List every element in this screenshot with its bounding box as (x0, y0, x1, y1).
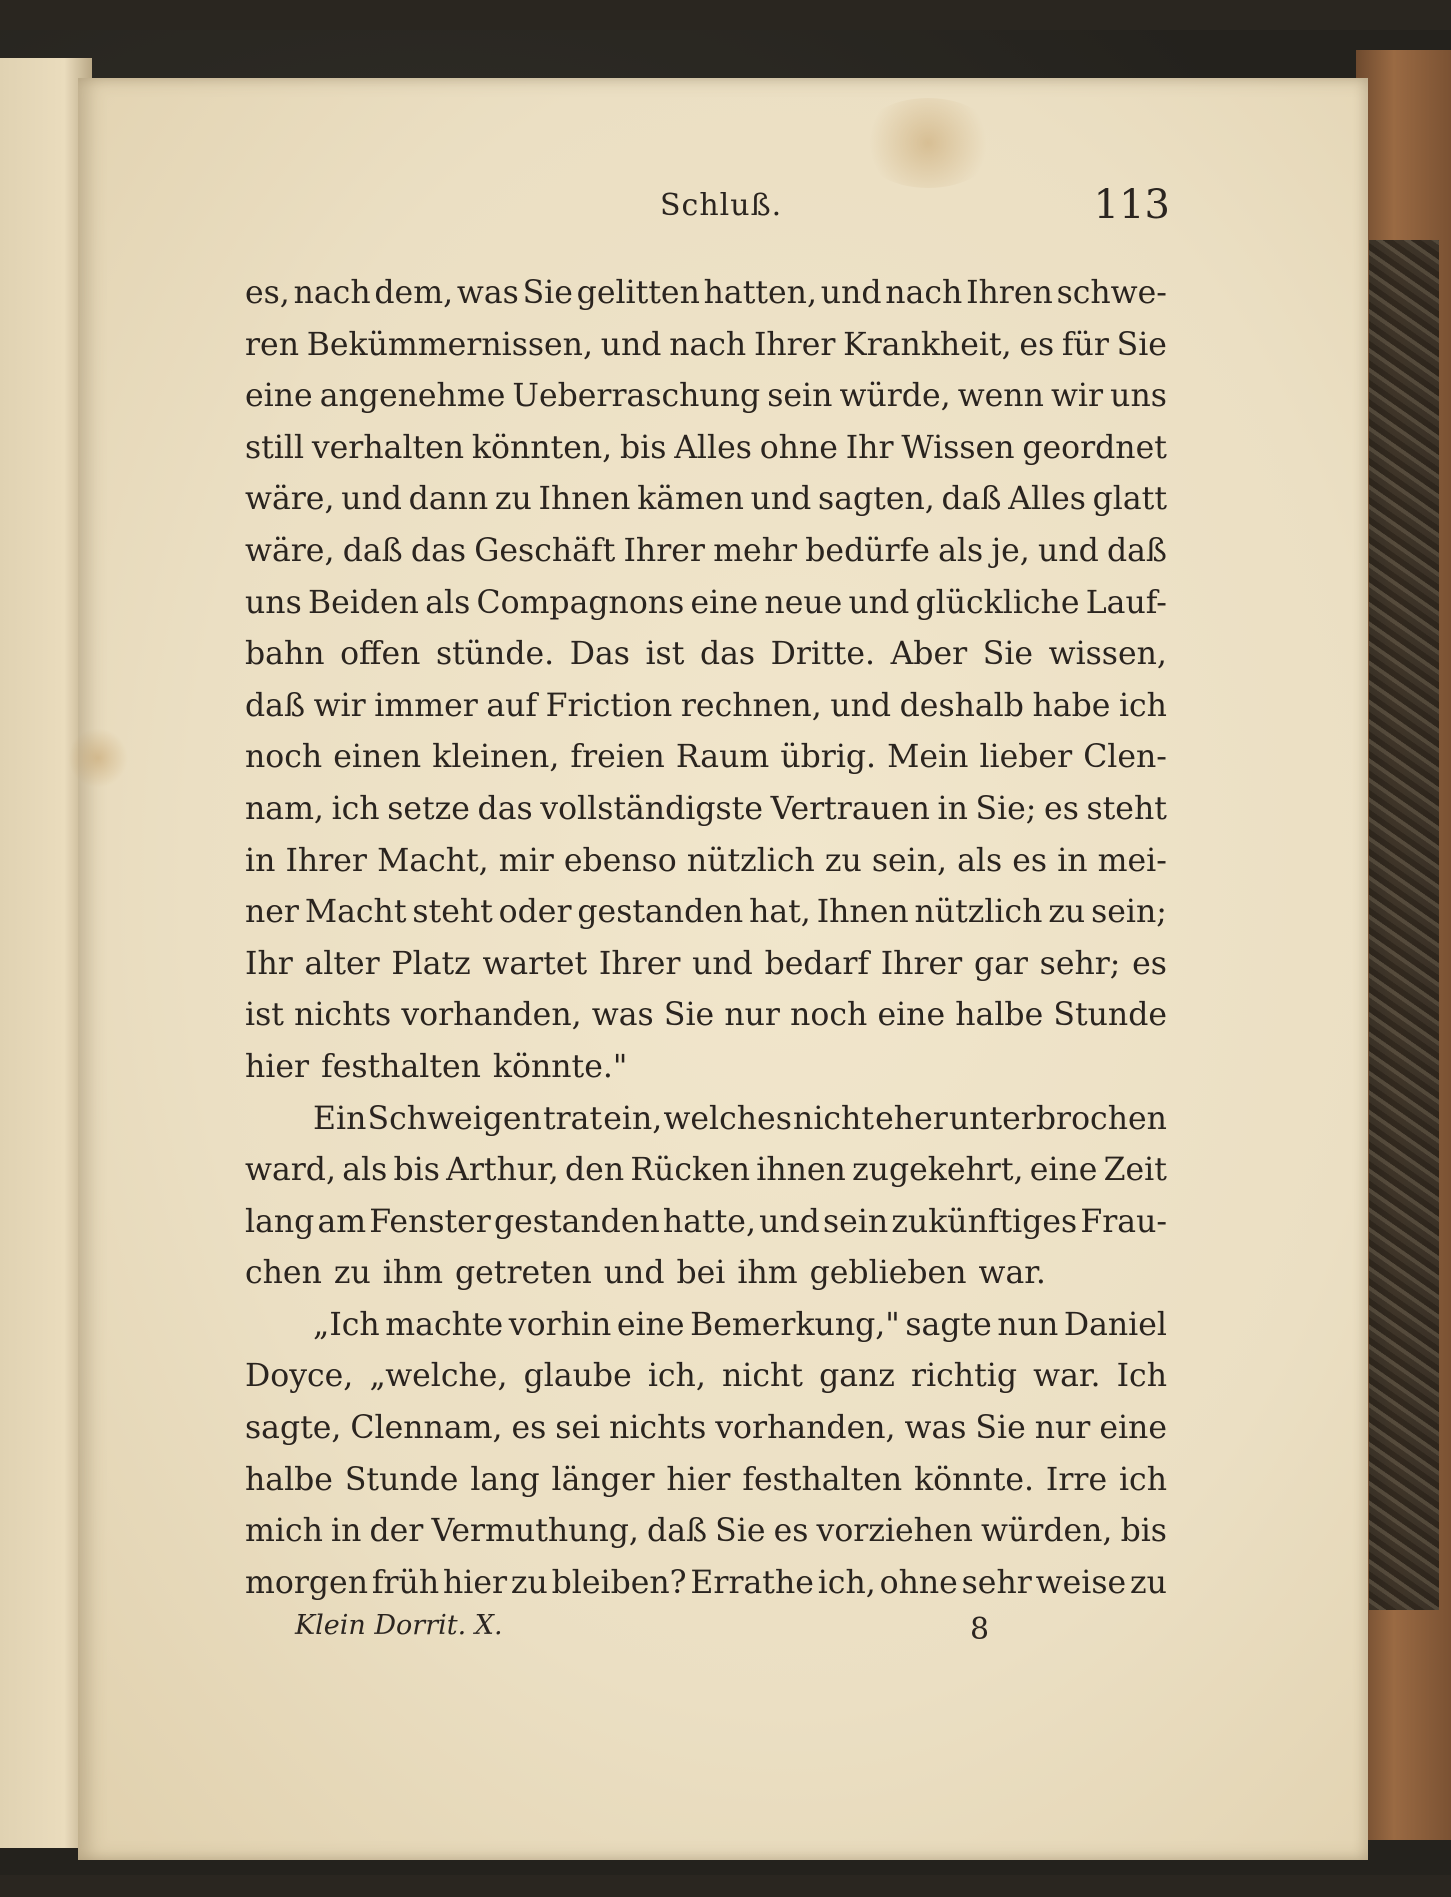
text-line: es, nach dem, was Sie gelitten hatten, und nach Ihren schwe- (245, 275, 1167, 311)
text-line: „Ich machte vorhin eine Bemerkung," sagte nun Daniel (313, 1306, 1167, 1343)
text-line: eine angenehme Ueberraschung sein würde, wenn wir uns (245, 378, 1167, 415)
signature-mark: Klein Dorrit. X. (295, 1610, 503, 1641)
page-number: 113 (1093, 182, 1170, 228)
text-line: ist nichts vorhanden, was Sie nur noch eine halbe Stunde (245, 997, 1167, 1034)
text-line: halbe Stunde lang länger hier festhalten könnte. Irre ich (245, 1461, 1167, 1498)
text-line: Doyce, „welche, glaube ich, nicht ganz richtig war. Ich (245, 1358, 1167, 1395)
text-line: morgen früh hier zu bleiben? Errathe ich, ohne sehr weise zu (245, 1564, 1167, 1601)
text-line: ward, als bis Arthur, den Rücken ihnen zugekehrt, eine Zeit (245, 1152, 1167, 1189)
sheet-number: 8 (970, 1612, 990, 1647)
page-stain (858, 98, 998, 188)
text-line: uns Beiden als Compagnons eine neue und glückliche Lauf- (245, 584, 1167, 621)
text-line: hier festhalten könnte." (245, 1048, 628, 1085)
page-stain (68, 728, 128, 788)
text-line: daß wir immer auf Friction rechnen, und deshalb habe ich (245, 687, 1167, 724)
page-footer (295, 1610, 1015, 1650)
page-header (240, 182, 1170, 238)
text-line: Ihr alter Platz wartet Ihrer und bedarf Ihrer gar sehr; es (245, 945, 1167, 982)
text-line: ner Macht steht oder gestanden hat, Ihnen nützlich zu sein; (245, 894, 1167, 931)
text-line: Ein Schweigen trat ein, welches nicht eher unterbrochen (313, 1100, 1167, 1137)
text-line: wäre, daß das Geschäft Ihrer mehr bedürfe als je, und daß (245, 532, 1167, 569)
text-line: nam, ich setze das vollständigste Vertrauen in Sie; es steht (245, 790, 1167, 827)
text-line: noch einen kleinen, freien Raum übrig. Mein lieber Clen- (245, 739, 1167, 776)
text-line: ren Bekümmernissen, und nach Ihrer Krankheit, es für Sie (245, 326, 1167, 363)
text-line: still verhalten könnten, bis Alles ohne Ihr Wissen geordnet (245, 429, 1167, 466)
body-text (245, 268, 1167, 1609)
running-head: Schluß. (660, 188, 783, 223)
text-line: lang am Fenster gestanden hatte, und sein zukünftiges Frau- (245, 1203, 1167, 1240)
text-line: bahn offen stünde. Das ist das Dritte. Aber Sie wissen, (245, 636, 1167, 673)
marbled-cover (1369, 240, 1439, 1610)
text-line: mich in der Vermuthung, daß Sie es vorziehen würden, bis (245, 1513, 1167, 1550)
text-line: sagte, Clennam, es sei nichts vorhanden, was Sie nur eine (245, 1410, 1167, 1447)
text-line: wäre, und dann zu Ihnen kämen und sagten, daß Alles glatt (245, 481, 1167, 518)
text-line: chen zu ihm getreten und bei ihm geblieben war. (245, 1255, 1046, 1292)
text-line: in Ihrer Macht, mir ebenso nützlich zu sein, als es in mei- (245, 842, 1167, 879)
